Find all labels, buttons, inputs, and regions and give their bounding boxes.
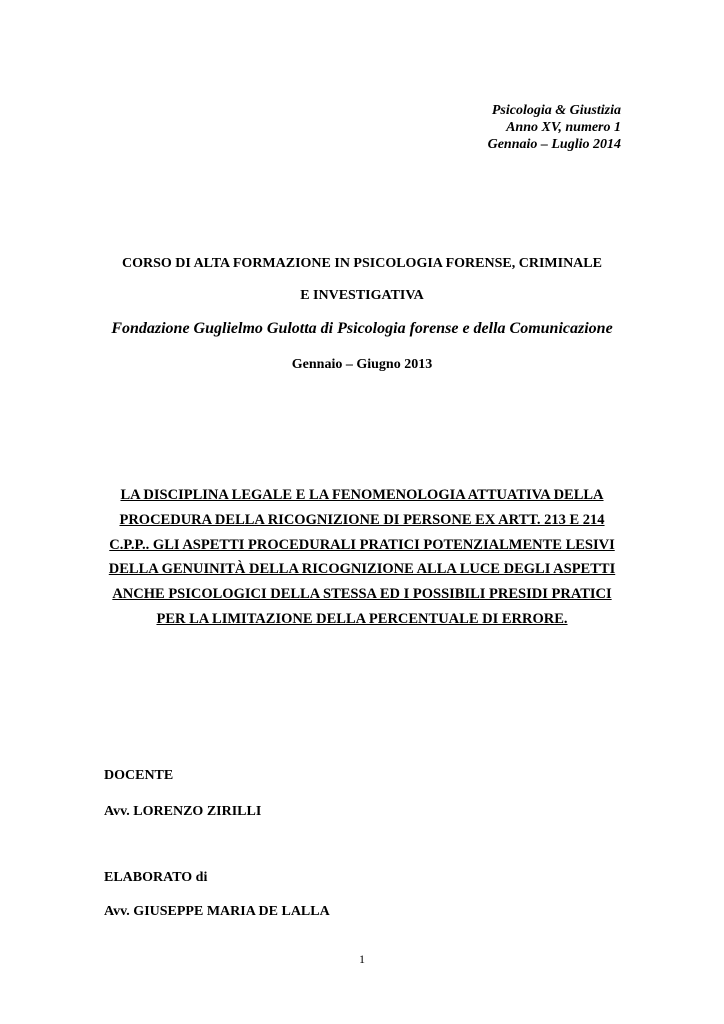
- paper-title-line: ANCHE PSICOLOGICI DELLA STESSA ED I POSSIBILI PRESIDI PRATICI: [112, 586, 612, 603]
- journal-period: Gennaio – Luglio 2014: [487, 137, 621, 152]
- paper-title-line: PROCEDURA DELLA RICOGNIZIONE DI PERSONE EX ARTT. 213 E 214: [119, 511, 605, 528]
- paper-title-line: C.P.P.. GLI ASPETTI PROCEDURALI PRATICI POTENZIALMENTE LESIVI: [109, 536, 615, 553]
- journal-name: Psicologia & Giustizia: [491, 103, 621, 118]
- course-title-line-1: CORSO DI ALTA FORMAZIONE IN PSICOLOGIA FORENSE, CRIMINALE: [122, 256, 602, 271]
- foundation-name: Fondazione Guglielmo Gulotta di Psicologia forense e della Comunicazione: [111, 320, 613, 337]
- paper-title-line: LA DISCIPLINA LEGALE E LA FENOMENOLOGIA ATTUATIVA DELLA: [120, 487, 604, 503]
- course-period: Gennaio – Giugno 2013: [291, 357, 433, 372]
- paper-title: [0, 483, 724, 632]
- author-name: Avv. GIUSEPPE MARIA DE LALLA: [104, 904, 330, 919]
- journal-volume: Anno XV, numero 1: [506, 120, 621, 135]
- page-number: 1: [359, 952, 365, 966]
- teacher-label: DOCENTE: [104, 768, 174, 783]
- paper-title-line: PER LA LIMITAZIONE DELLA PERCENTUALE DI ERRORE.: [156, 610, 568, 627]
- author-label: ELABORATO di: [104, 870, 208, 885]
- journal-header: [488, 102, 621, 153]
- course-title-line-2: E INVESTIGATIVA: [300, 288, 424, 303]
- paper-title-line: DELLA GENUINITÀ DELLA RICOGNIZIONE ALLA LUCE DEGLI ASPETTI: [108, 561, 616, 578]
- teacher-name: Avv. LORENZO ZIRILLI: [104, 804, 262, 819]
